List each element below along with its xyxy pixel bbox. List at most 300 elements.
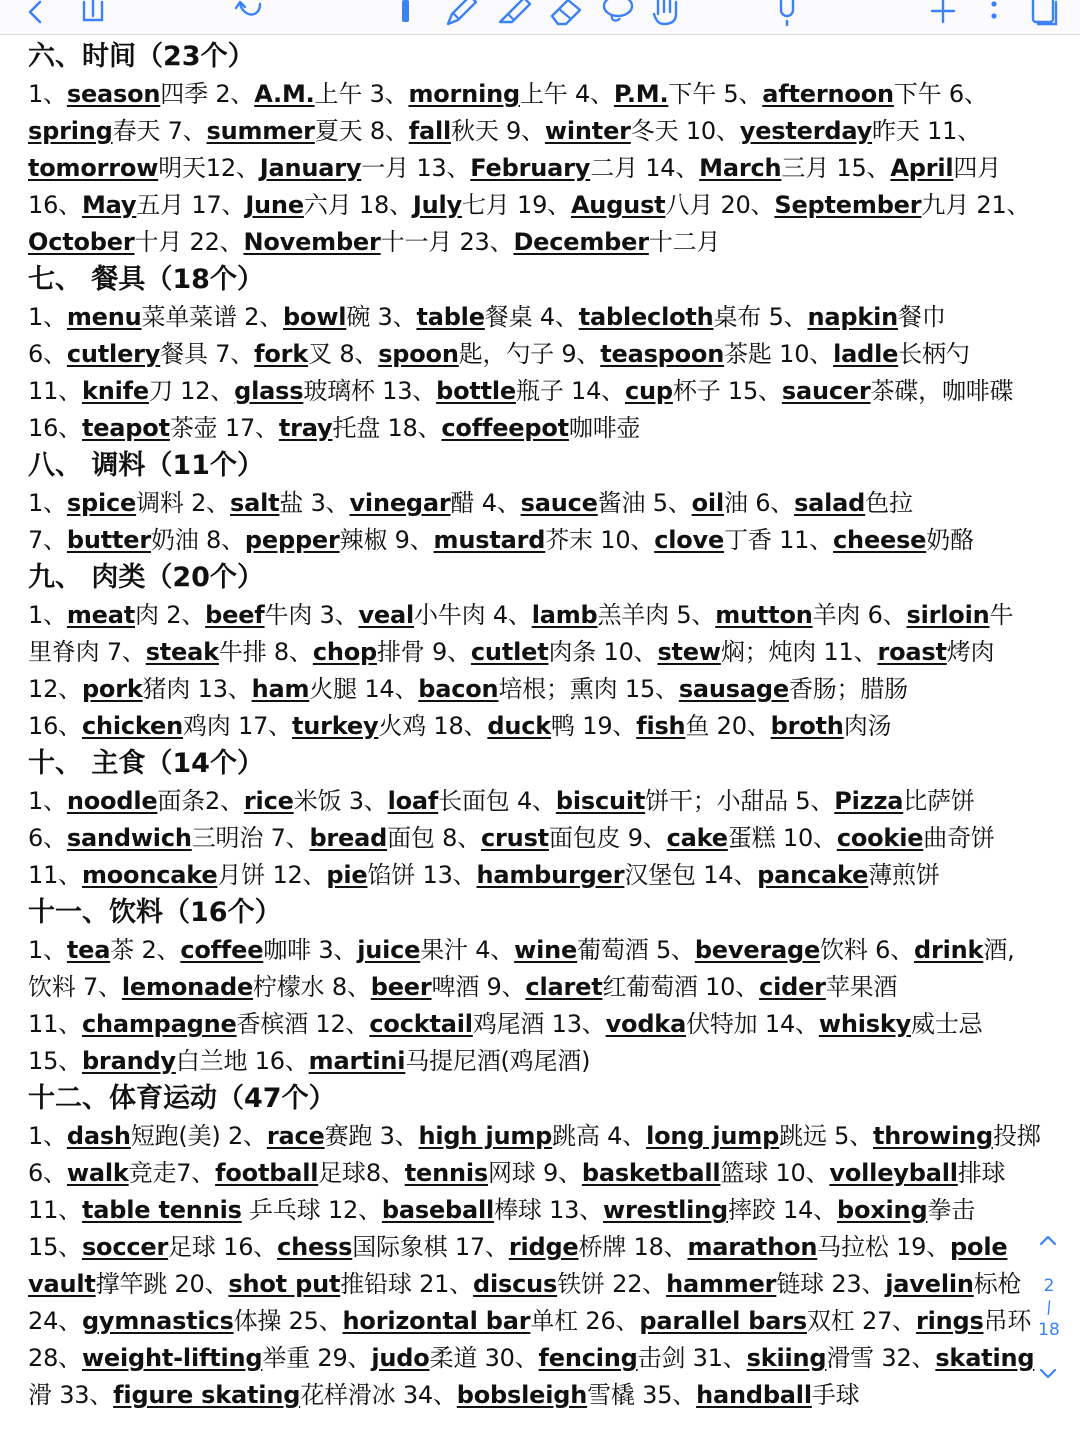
english-word: October — [28, 228, 135, 256]
chinese-text: 1、 — [28, 936, 67, 964]
section-title: 九、 肉类（20个） — [28, 562, 264, 593]
vocab-line — [28, 224, 1043, 261]
english-word: juice — [357, 936, 421, 964]
chinese-text: 11、 — [28, 1196, 82, 1224]
chinese-text: 排骨 9、 — [377, 638, 471, 666]
chinese-text: 丁香 11、 — [724, 526, 834, 554]
chinese-text: 夏天 8、 — [314, 117, 409, 145]
chinese-text: 油 6、 — [723, 489, 795, 517]
english-word: chicken — [81, 712, 183, 740]
english-word: tennis — [404, 1159, 488, 1187]
english-word: December — [513, 228, 649, 256]
english-word: mooncake — [81, 861, 218, 889]
chinese-text: 下午 6、 — [893, 80, 988, 108]
english-word: morning — [408, 80, 520, 108]
english-word: fish — [636, 712, 686, 740]
english-word: pork — [81, 675, 143, 703]
chinese-text: 芥末 10、 — [545, 526, 655, 554]
english-word: glass — [234, 377, 304, 405]
vocab-line — [28, 1340, 1043, 1377]
chinese-text: 十二月 — [648, 228, 721, 256]
english-word: vinegar — [349, 489, 451, 517]
chinese-text: 1、 — [28, 489, 67, 517]
english-word: wrestling — [603, 1196, 729, 1224]
chinese-text: 滑 33、 — [28, 1381, 114, 1409]
english-word: July — [412, 191, 462, 219]
english-word: bread — [309, 824, 388, 852]
chinese-text: 比萨饼 — [903, 787, 975, 815]
chinese-text: 15、 — [28, 1233, 82, 1261]
vocab-line — [28, 410, 1043, 447]
english-word: boxing — [836, 1196, 928, 1224]
vocab-line — [28, 1377, 1043, 1414]
section-title: 七、 餐具（18个） — [28, 264, 264, 295]
chinese-text: 16、 — [28, 712, 82, 740]
chinese-text: 击剑 31、 — [637, 1344, 747, 1372]
english-word: pole — [950, 1233, 1008, 1261]
english-word: wine — [514, 936, 578, 964]
chinese-text: 24、 — [28, 1307, 82, 1335]
chinese-text: 十一月 23、 — [380, 228, 514, 256]
chinese-text: 茶匙 10、 — [724, 340, 834, 368]
vocab-line — [28, 150, 1043, 187]
english-word: sandwich — [66, 824, 192, 852]
chinese-text: 昨天 11、 — [872, 117, 982, 145]
page-separator: / — [1044, 1297, 1054, 1319]
english-word: chess — [277, 1233, 353, 1261]
english-word: pancake — [757, 861, 869, 889]
chinese-text: 冬天 10、 — [630, 117, 740, 145]
english-word: skating — [935, 1344, 1035, 1372]
english-word: teaspoon — [600, 340, 725, 368]
chinese-text: 里脊肉 7、 — [28, 638, 146, 666]
chinese-text: 面条2、 — [157, 787, 244, 815]
english-word: basketball — [581, 1159, 721, 1187]
english-word: cookie — [836, 824, 924, 852]
chinese-text: 11、 — [28, 861, 82, 889]
english-word: judo — [371, 1344, 430, 1372]
english-word: Pizza — [834, 787, 904, 815]
chinese-text: 奶油 8、 — [151, 526, 245, 554]
chinese-text: 铁饼 22、 — [557, 1270, 667, 1298]
page-down-icon[interactable] — [1038, 1366, 1058, 1385]
chinese-text: 三月 15、 — [781, 154, 891, 182]
section-title: 六、时间（23个） — [28, 41, 255, 72]
chinese-text: 薄煎饼 — [868, 861, 940, 889]
english-word: roast — [877, 638, 947, 666]
chinese-text: 6、 — [28, 824, 67, 852]
chinese-text: 上午 3、 — [314, 80, 409, 108]
chinese-text: 一月 13、 — [361, 154, 471, 182]
chinese-text: 茶壶 17、 — [169, 414, 279, 442]
english-word: beer — [370, 973, 432, 1001]
english-word: mustard — [433, 526, 546, 554]
english-word: lemonade — [121, 973, 254, 1001]
english-word: dash — [66, 1122, 131, 1150]
share-icon[interactable] — [78, 0, 108, 26]
english-word: yesterday — [739, 117, 873, 145]
english-word: skiing — [746, 1344, 827, 1372]
english-word: P.M. — [613, 80, 669, 108]
english-word: butter — [66, 526, 151, 554]
eraser-icon[interactable] — [548, 0, 584, 26]
vocab-line — [28, 1043, 1043, 1080]
vocab-line — [28, 113, 1043, 150]
english-word: summer — [206, 117, 315, 145]
chinese-text: 玻璃杯 13、 — [303, 377, 437, 405]
vocab-line — [28, 857, 1043, 894]
english-word: April — [890, 154, 954, 182]
chinese-text: 1、 — [28, 601, 67, 629]
hand-icon[interactable] — [650, 0, 684, 26]
chinese-text: 鸡尾酒 13、 — [472, 1010, 606, 1038]
english-word: rice — [243, 787, 294, 815]
english-word: stew — [657, 638, 721, 666]
english-word: claret — [525, 973, 603, 1001]
english-word: March — [699, 154, 782, 182]
english-word: baseball — [381, 1196, 495, 1224]
vocab-line — [28, 634, 1043, 671]
vocab-line — [28, 1118, 1043, 1155]
vocab-line — [28, 299, 1043, 336]
chinese-text: 牛 — [989, 601, 1014, 629]
english-word: broth — [770, 712, 844, 740]
chinese-text: 餐巾 — [898, 303, 946, 331]
pen-icon[interactable] — [444, 0, 478, 26]
chinese-text: 茶碟，咖啡碟 — [870, 377, 1014, 405]
chinese-text: 马提尼酒(鸡尾酒) — [405, 1047, 591, 1075]
chinese-text: 咖啡壶 — [568, 414, 641, 442]
chinese-text: 雪橇 35、 — [587, 1381, 697, 1409]
section-title: 十二、体育运动（47个） — [28, 1083, 336, 1114]
back-icon[interactable] — [22, 0, 50, 26]
english-word: long jump — [646, 1122, 780, 1150]
chinese-text: 马拉松 19、 — [817, 1233, 951, 1261]
chinese-text: 饮料 6、 — [820, 936, 915, 964]
english-word: bottle — [436, 377, 517, 405]
english-word: teapot — [81, 414, 170, 442]
chinese-text: 匙，勺子 9、 — [458, 340, 601, 368]
vocab-line — [28, 1006, 1043, 1043]
section-title: 八、 调料（11个） — [28, 450, 264, 481]
chinese-text: 明天12、 — [158, 154, 260, 182]
english-word: cutlery — [66, 340, 161, 368]
chinese-text: 28、 — [28, 1344, 82, 1372]
chinese-text: 曲奇饼 — [923, 824, 995, 852]
chinese-text: 竞走7、 — [128, 1159, 216, 1187]
chinese-text: 1、 — [28, 787, 67, 815]
english-word: marathon — [687, 1233, 818, 1261]
english-word: January — [259, 154, 362, 182]
vocab-line — [28, 932, 1043, 969]
chinese-text: 推铅球 21、 — [340, 1270, 474, 1298]
chinese-text: 三明治 7、 — [191, 824, 310, 852]
pages-icon[interactable] — [1028, 0, 1062, 26]
chinese-text: 16、 — [28, 191, 82, 219]
chinese-text: 鸡肉 17、 — [183, 712, 292, 740]
chinese-text: 柔道 30、 — [429, 1344, 539, 1372]
english-word: cheese — [833, 526, 927, 554]
english-word: vault — [28, 1270, 96, 1298]
english-word: duck — [487, 712, 552, 740]
english-word: fall — [408, 117, 452, 145]
chinese-text: 排球 — [957, 1159, 1006, 1187]
chinese-text: 杯子 15、 — [672, 377, 782, 405]
chinese-text: 柠檬水 8、 — [253, 973, 371, 1001]
english-word: afternoon — [762, 80, 894, 108]
chinese-text: 五月 17、 — [136, 191, 246, 219]
chinese-text: 香槟酒 12、 — [236, 1010, 370, 1038]
vocab-line — [28, 969, 1043, 1006]
english-word: coffee — [180, 936, 264, 964]
chinese-text: 面包皮 9、 — [548, 824, 667, 852]
chinese-text: 鸭 19、 — [551, 712, 637, 740]
chinese-text: 吊环 — [983, 1307, 1032, 1335]
english-word: hammer — [666, 1270, 777, 1298]
vocab-line — [28, 336, 1043, 373]
chinese-text: 香肠；腊肠 — [788, 675, 908, 703]
english-word: tea — [66, 936, 111, 964]
page-up-icon[interactable] — [1038, 1232, 1058, 1251]
vocab-line — [28, 708, 1043, 745]
chinese-text: 辣椒 9、 — [339, 526, 434, 554]
chinese-text: 九月 21、 — [921, 191, 1031, 219]
chinese-text: 16、 — [28, 414, 82, 442]
english-word: cake — [666, 824, 728, 852]
english-word: soccer — [81, 1233, 169, 1261]
english-word: cup — [624, 377, 673, 405]
chinese-text: 短跑(美) 2、 — [130, 1122, 267, 1150]
chinese-text: 篮球 10、 — [720, 1159, 830, 1187]
chinese-text: 7、 — [28, 526, 67, 554]
english-word: sauce — [520, 489, 598, 517]
chinese-text: 桥牌 18、 — [578, 1233, 688, 1261]
chinese-text: 米饭 3、 — [293, 787, 388, 815]
chinese-text: 肉 2、 — [135, 601, 206, 629]
chinese-text: 蛋糕 10、 — [727, 824, 837, 852]
chinese-text: 葡萄酒 5、 — [577, 936, 695, 964]
chinese-text: 肉条 10、 — [548, 638, 658, 666]
english-word: biscuit — [555, 787, 646, 815]
current-page-number: 2 — [1043, 1276, 1055, 1296]
english-word: fencing — [538, 1344, 638, 1372]
english-word: football — [215, 1159, 319, 1187]
annotation-toolbar — [0, 0, 1080, 35]
english-word: ridge — [508, 1233, 579, 1261]
chinese-text: 色拉 — [865, 489, 913, 517]
english-word: discus — [473, 1270, 558, 1298]
vocab-line — [28, 597, 1043, 634]
chinese-text: 乒乓球 12、 — [241, 1196, 382, 1224]
english-word: lamb — [531, 601, 598, 629]
highlighter-icon[interactable] — [496, 0, 532, 26]
chinese-text: 托盘 18、 — [332, 414, 442, 442]
english-word: salt — [229, 489, 280, 517]
chinese-text: 6、 — [28, 340, 67, 368]
english-word: brandy — [81, 1047, 176, 1075]
chinese-text: 长面包 4、 — [438, 787, 556, 815]
english-word: volleyball — [829, 1159, 958, 1187]
section-title: 十、 主食（14个） — [28, 748, 264, 779]
english-word: spoon — [378, 340, 459, 368]
english-word: napkin — [807, 303, 899, 331]
vocab-line — [28, 820, 1043, 857]
english-word: walk — [66, 1159, 129, 1187]
chinese-text: 汉堡包 14、 — [624, 861, 758, 889]
english-word: saucer — [781, 377, 871, 405]
undo-icon[interactable] — [232, 0, 266, 26]
english-word: sausage — [678, 675, 789, 703]
chinese-text: 白兰地 16、 — [175, 1047, 309, 1075]
chinese-text: 桌布 5、 — [713, 303, 808, 331]
chinese-text: 牛肉 3、 — [264, 601, 359, 629]
chinese-text: 1、 — [28, 1122, 67, 1150]
english-word: meat — [66, 601, 136, 629]
add-icon[interactable] — [928, 0, 958, 26]
chinese-text: 长柄勺 — [898, 340, 970, 368]
english-word: rings — [915, 1307, 984, 1335]
english-word: tablecloth — [578, 303, 714, 331]
english-word: table — [416, 303, 485, 331]
chinese-text: 羊肉 6、 — [812, 601, 907, 629]
vocab-line — [28, 1266, 1043, 1303]
chinese-text: 啤酒 9、 — [431, 973, 526, 1001]
english-word: drink — [914, 936, 984, 964]
chinese-text: 烤肉 — [946, 638, 995, 666]
english-word: knife — [81, 377, 149, 405]
chinese-text: 奶酪 — [926, 526, 974, 554]
chinese-text: 摔跤 14、 — [728, 1196, 837, 1224]
english-word: high jump — [418, 1122, 553, 1150]
chinese-text: 拳击 — [927, 1196, 976, 1224]
more-icon[interactable] — [984, 0, 1004, 26]
english-word: crust — [481, 824, 549, 852]
pencil-icon[interactable] — [398, 0, 414, 26]
chinese-text: 春天 7、 — [112, 117, 207, 145]
chinese-text: 网球 9、 — [487, 1159, 582, 1187]
english-word: hamburger — [476, 861, 625, 889]
chinese-text: 6、 — [28, 1159, 67, 1187]
chinese-text: 11、 — [28, 1010, 82, 1038]
chinese-text: 餐桌 4、 — [484, 303, 579, 331]
chinese-text: 饮料 7、 — [28, 973, 122, 1001]
chinese-text: 小牛肉 4、 — [413, 601, 532, 629]
chinese-text: 盐 3、 — [279, 489, 350, 517]
lasso-icon[interactable] — [600, 0, 636, 26]
english-word: A.M. — [254, 80, 315, 108]
english-word: gymnastics — [81, 1307, 234, 1335]
vocab-line — [28, 1229, 1043, 1266]
english-word: fork — [254, 340, 309, 368]
microphone-icon[interactable] — [772, 0, 802, 26]
chinese-text: 面包 8、 — [387, 824, 482, 852]
chinese-text: 投掷 — [992, 1122, 1041, 1150]
english-word: bowl — [283, 303, 347, 331]
english-word: spring — [28, 117, 113, 145]
chinese-text: 茶 2、 — [110, 936, 181, 964]
english-word: bacon — [418, 675, 499, 703]
chinese-text: 十月 22、 — [134, 228, 244, 256]
chinese-text: 四月 — [953, 154, 1002, 182]
chinese-text: 上午 4、 — [519, 80, 614, 108]
chinese-text: 单杠 26、 — [530, 1307, 640, 1335]
english-word: beef — [205, 601, 265, 629]
vocab-line — [28, 783, 1043, 820]
english-word: mutton — [715, 601, 813, 629]
chinese-text: 刀 12、 — [148, 377, 235, 405]
chinese-text: 链球 23、 — [776, 1270, 886, 1298]
chinese-text: 跳高 4、 — [552, 1122, 647, 1150]
english-word: cutlet — [470, 638, 549, 666]
vocab-line — [28, 671, 1043, 708]
english-word: sirloin — [906, 601, 990, 629]
english-word: September — [774, 191, 922, 219]
chinese-text: 赛跑 3、 — [324, 1122, 419, 1150]
vocab-line — [28, 76, 1043, 113]
chinese-text: 苹果酒 — [825, 973, 898, 1001]
chinese-text: 咖啡 3、 — [263, 936, 358, 964]
english-word: steak — [145, 638, 219, 666]
chinese-text: 棒球 13、 — [494, 1196, 604, 1224]
chinese-text: 酱油 5、 — [597, 489, 692, 517]
chinese-text: 七月 19、 — [461, 191, 571, 219]
section-title: 十一、饮料（16个） — [28, 897, 282, 928]
chinese-text: 15、 — [28, 1047, 82, 1075]
chinese-text: 火腿 14、 — [309, 675, 419, 703]
vocab-line — [28, 373, 1043, 410]
english-word: oil — [691, 489, 724, 517]
chinese-text: 手球 — [811, 1381, 860, 1409]
chinese-text: 国际象棋 17、 — [352, 1233, 509, 1261]
chinese-text: 果汁 4、 — [420, 936, 515, 964]
chinese-text: 秋天 9、 — [451, 117, 545, 145]
chinese-text: 二月 14、 — [590, 154, 700, 182]
chinese-text: 体操 25、 — [233, 1307, 343, 1335]
vocab-line — [28, 187, 1043, 224]
vocab-line — [28, 522, 1043, 559]
vocab-line — [28, 1303, 1043, 1340]
vocab-line — [28, 485, 1043, 522]
english-word: ladle — [833, 340, 899, 368]
chinese-text: 四季 2、 — [160, 80, 255, 108]
chinese-text: 鱼 20、 — [685, 712, 771, 740]
chinese-text: 培根；熏肉 15、 — [498, 675, 679, 703]
chinese-text: 八月 20、 — [665, 191, 775, 219]
english-word: loaf — [387, 787, 439, 815]
chinese-text: 红葡萄酒 10、 — [602, 973, 760, 1001]
english-word: pie — [326, 861, 368, 889]
english-word: throwing — [873, 1122, 993, 1150]
chinese-text: 牛排 8、 — [218, 638, 313, 666]
chinese-text: 火鸡 18、 — [378, 712, 488, 740]
chinese-text: 12、 — [28, 675, 82, 703]
chinese-text: 1、 — [28, 303, 67, 331]
english-word: pepper — [244, 526, 340, 554]
total-pages: 18 — [1038, 1320, 1060, 1340]
chinese-text: 瓶子 14、 — [516, 377, 625, 405]
english-word: horizontal bar — [342, 1307, 531, 1335]
chinese-text: 举重 29、 — [262, 1344, 372, 1372]
english-word: beverage — [694, 936, 821, 964]
chinese-text: 1、 — [28, 80, 67, 108]
english-word: November — [243, 228, 381, 256]
chinese-text: 标枪 — [973, 1270, 1022, 1298]
chinese-text: 肉汤 — [843, 712, 892, 740]
english-word: June — [245, 191, 304, 219]
english-word: champagne — [81, 1010, 237, 1038]
english-word: clove — [654, 526, 725, 554]
english-word: ham — [251, 675, 310, 703]
